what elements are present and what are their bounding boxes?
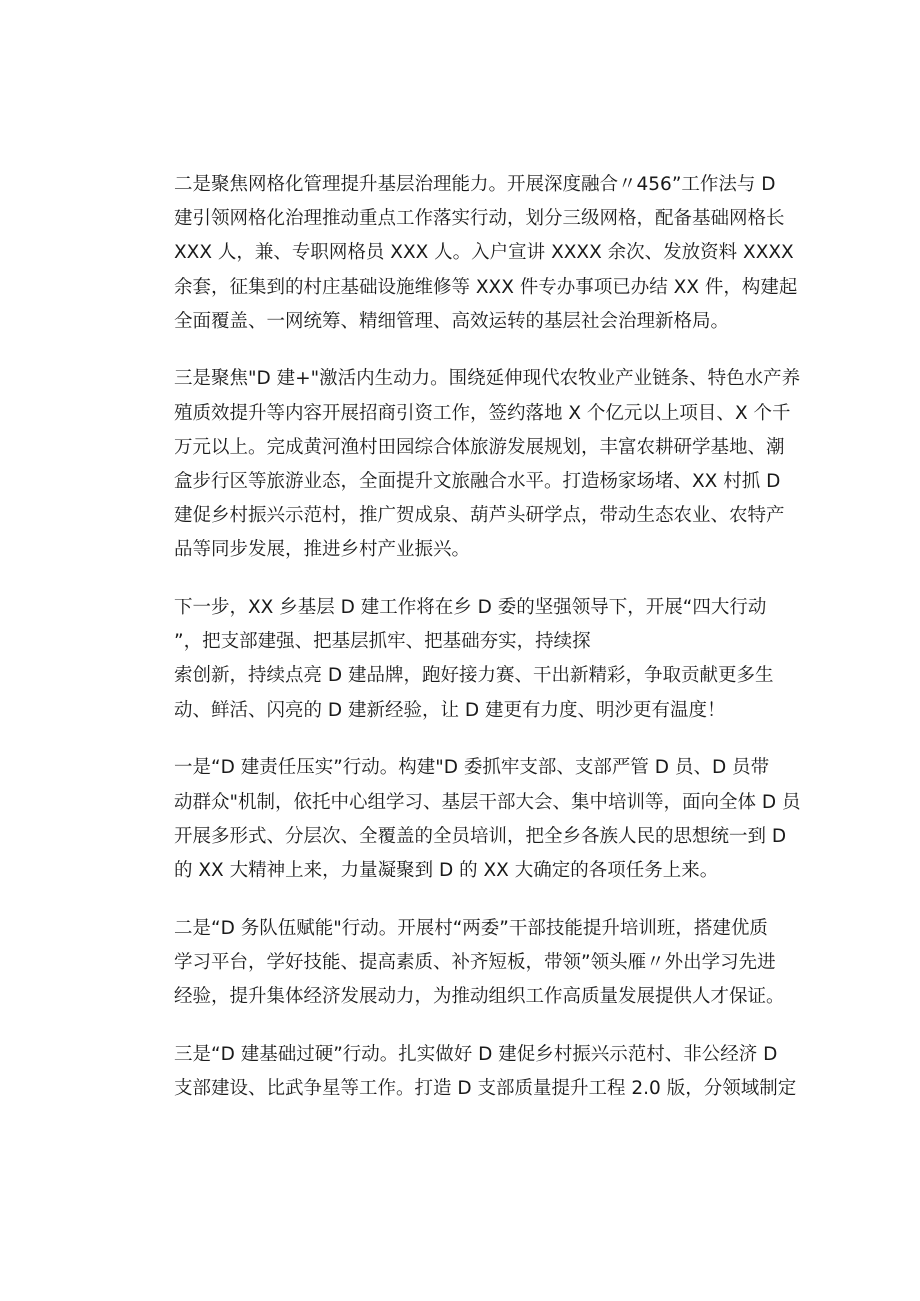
text-line: 开展多形式、分层次、全覆盖的全员培训，把全乡各族人民的思想统一到 D: [174, 825, 787, 847]
text-line: 一是“D 建责任压实”行动。构建"D 委抓牢支部、支部严管 D 员、D 员带: [174, 757, 770, 779]
paragraph-spacer: [174, 1014, 754, 1038]
text-line: 二是聚焦网格化管理提升基层治理能力。开展深度融合〃456”工作法与 D: [174, 174, 776, 195]
text-line: 全面覆盖、一网统筹、精细管理、高效运转的基层社会治理新格局。: [174, 310, 730, 332]
text-line: 建促乡村振兴示范村，推广贺成泉、葫芦头研学点，带动生态农业、农特产: [174, 505, 785, 527]
paragraph-grid-governance: [174, 168, 798, 339]
paragraph-foundation-action: [174, 1038, 797, 1106]
text-line: 支部建设、比武争星等工作。打造 D 支部质量提升工程 2.0 版，分领域制定: [174, 1077, 797, 1099]
text-line: 品等同步发展，推进乡村产业振兴。: [174, 539, 471, 561]
text-line: 余套，征集到的村庄基础设施维修等 XXX 件专办事项已办结 XX 件，构建起: [174, 276, 798, 298]
paragraph-spacer: [174, 339, 754, 363]
text-line: 的 XX 大精神上来，力量凝聚到 D 的 XX 大确定的各项任务上来。: [174, 859, 719, 881]
text-line: 盒步行区等旅游业态，全面提升文旅融合水平。打造杨家场堵、XX 村抓 D: [174, 471, 781, 492]
text-line: 动、鲜活、闪亮的 D 建新经验，让 D 建更有力度、明沙更有温度！: [174, 699, 726, 721]
text-line: ”，把支部建强、把基层抓牢、把基础夯实，持续探: [174, 631, 591, 653]
paragraph-next-steps: [174, 591, 774, 728]
text-line: 索创新，持续点亮 D 建品牌，跑好接力赛、干出新精彩，争取贡献更多生: [174, 665, 774, 687]
text-line: XXX 人，兼、专职网格员 XXX 人。入户宣讲 XXXX 余次、发放资料 XXXX: [174, 242, 794, 264]
text-line: 万元以上。完成黄河渔村田园综合体旅游发展规划，丰富农耕研学基地、潮: [174, 436, 785, 458]
text-line: 三是聚焦"D 建+"激活内生动力。围绕延伸现代农牧业产业链条、特色水产养: [174, 368, 801, 390]
text-line: 下一步，XX 乡基层 D 建工作将在乡 D 委的坚强领导下，开展“四大行动: [174, 597, 767, 619]
paragraph-spacer: [174, 728, 754, 752]
text-line: 动群众"机制，依托中心组学习、基层干部大会、集中培训等，面向全体 D 员: [174, 791, 801, 813]
paragraph-party-building-plus: [174, 362, 801, 567]
text-line: 二是“D 务队伍赋能"行动。开展村“两委”干部技能提升培训班，搭建优质: [174, 917, 768, 939]
text-line: 殖质效提升等内容开展招商引资工作，签约落地 X 个亿元以上项目、X 个千: [174, 402, 791, 424]
paragraph-responsibility-action: [174, 751, 801, 888]
text-line: 建引领网格化治理推动重点工作落实行动，划分三级网格，配备基础网格长: [174, 208, 785, 230]
text-line: 学习平台，学好技能、提高素质、补齐短板，带领”领头雁〃外出学习先进: [174, 951, 776, 973]
paragraph-team-empowerment: [174, 912, 785, 1015]
text-line: 三是“D 建基础过硬”行动。扎实做好 D 建促乡村振兴示范村、非公经济 D: [174, 1043, 778, 1065]
text-line: 经验，提升集体经济发展动力，为推动组织工作高质量发展提供人才保证。: [174, 985, 785, 1007]
paragraph-spacer: [174, 888, 754, 912]
document-body: [174, 168, 801, 1106]
paragraph-spacer: [174, 568, 754, 592]
